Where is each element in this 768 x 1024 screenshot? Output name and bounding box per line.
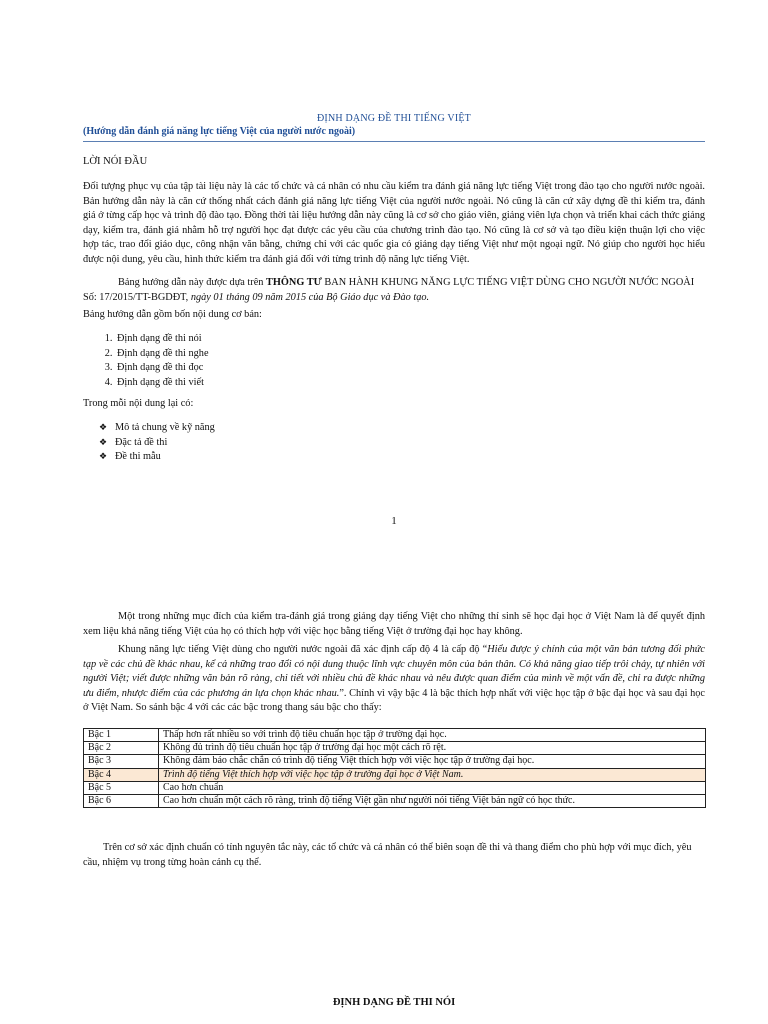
- table-row: [84, 729, 706, 742]
- level-cell: Bậc 5: [84, 781, 159, 794]
- list-item: 1. Định dạng đề thi nói: [115, 332, 737, 347]
- table-row: [84, 742, 706, 755]
- framework-paragraph: Khung năng lực tiếng Việt dùng cho người nước ngoài đã xác định cấp độ 4 là cấp độ “Hiểu được ý chính của một văn bản tương đối phức tạp về các chủ đề khác nhau, kể cả những trao đổi có nội dung thuộc lĩnh vực chuyên môn của bản thân. Có khả năng giao tiếp trôi chảy, tự nhiên với người Việt; viết được những văn bản rõ ràng, chi tiết với nhiều chủ đề khác nhau và nêu được quan điểm của mình về một vấn đề, chỉ ra được những ưu điểm, nhược điểm của các phương án lựa chọn khác nhau.”. Chính vì vậy bậc 4 là bậc thích hợp nhất với việc học tập ở bậc đại học và sau đại học ở Việt Nam. So sánh bậc 4 với các các bậc trong thang sáu bậc cho thấy:: [83, 644, 705, 714]
- desc-cell: Trình độ tiếng Việt thích hợp với việc học tập ở trường đại học ở Việt Nam.: [159, 768, 706, 781]
- level-cell: Bậc 4: [84, 768, 159, 781]
- list-item: ❖ Mô tả chung về kỹ năng: [99, 422, 215, 433]
- title-underline: [83, 141, 705, 142]
- preface-heading: LỜI NÓI ĐẦU: [83, 156, 148, 167]
- desc-cell: Không đảm bảo chắc chắn có trình độ tiếng Việt thích hợp với việc học tập ở trường đại học.: [159, 755, 706, 768]
- each-intro: Trong mỗi nội dung lại có:: [83, 398, 194, 409]
- level-cell: Bậc 2: [84, 742, 159, 755]
- list-item: 4. Định dạng đề thi viết: [115, 376, 737, 391]
- table-row: [84, 794, 706, 807]
- document-title: ĐỊNH DẠNG ĐỀ THI TIẾNG VIỆT: [317, 113, 471, 124]
- diamond-bullet-icon: ❖: [99, 436, 108, 447]
- level-cell: Bậc 3: [84, 755, 159, 768]
- desc-cell: Thấp hơn rất nhiều so với trình độ tiêu chuẩn học tập ở trường đại học.: [159, 729, 706, 742]
- conclusion-paragraph: Trên cơ sở xác định chuẩn có tính nguyên tắc này, các tổ chức và cá nhân có thể biên soạn đề thi và thang điểm cho phù hợp với mục đích, yêu cầu, nhiệm vụ trong từng hoàn cảnh cụ thể.: [83, 842, 692, 868]
- basis-circular: THÔNG TƯ: [266, 277, 322, 288]
- levels-table: [83, 728, 706, 808]
- desc-cell: Cao hơn chuẩn một cách rõ ràng, trình độ tiếng Việt gần như người nói tiếng Việt bản ngữ có học thức.: [159, 794, 706, 807]
- table-row-highlighted: [84, 768, 706, 781]
- list-item: ❖ Đặc tả đề thi: [99, 436, 168, 448]
- table-row: [84, 755, 706, 768]
- purpose-paragraph: Một trong những mục đích của kiểm tra-đánh giá trong giảng dạy tiếng Việt cho những thí sinh sẽ học đại học ở Việt Nam là để quyết định xem liệu khả năng tiếng Việt của họ có thích hợp với việc học bằng tiếng Việt ở trường đại học hay không.: [83, 611, 705, 637]
- diamond-bullet-icon: ❖: [99, 451, 108, 462]
- basis-date: ngày 01 tháng 09 năm 2015 của Bộ Giáo dục và Đào tạo.: [190, 291, 430, 303]
- list-item: ❖ Đề thi mẫu: [99, 451, 161, 463]
- next-section-heading: ĐỊNH DẠNG ĐỀ THI NÓI: [332, 997, 456, 1008]
- diamond-bullet-icon: ❖: [99, 422, 108, 432]
- table-row: [84, 781, 706, 794]
- desc-cell: Không đủ trình độ tiêu chuẩn học tập ở trường đại học một cách rõ rệt.: [159, 742, 706, 755]
- basis-prefix: Bảng hướng dẫn này được dựa trên: [118, 277, 264, 288]
- document-subtitle: (Hướng dẫn đánh giá năng lực tiếng Việt của người nước ngoài): [83, 126, 356, 137]
- basis-mid: BAN HÀNH KHUNG NĂNG LỰC TIẾNG VIỆT DÙNG CHO NGƯỜI NƯỚC NGOÀI Số: 17/2015/TT-BGDĐT,: [83, 277, 695, 303]
- preface-paragraph: Đối tượng phục vụ của tập tài liệu này là các tổ chức và cá nhân có nhu cầu kiểm tra đánh giá năng lực tiếng Việt trong đào tạo cho người nước ngoài. Bản hướng dẫn này là căn cứ thống nhất cách đánh giá năng lực tiếng Việt của người nước ngoài. Nó cũng là căn cứ xây dựng đề thi kiểm tra, đánh giá ở từng cấp học và trình độ đào tạo. Đồng thời tài liệu hướng dẫn này cũng là cơ sở cho giáo viên, giảng viên lựa chọn và triển khai cách thức giảng dạy, kiểm tra, đánh giá nhằm hỗ trợ người học đạt được các yêu cầu của chương trình đào tạo. Nó cũng là cơ sở và tạo điều kiện thuận lợi cho việc hợp tác, trao đổi giáo dục, công nhận văn bằng, chứng chỉ với các quốc gia có giảng dạy tiếng Việt như một ngoại ngữ. Nó giúp cho người học hiểu được nội dung, yêu cầu, hình thức kiểm tra đánh giá đối với từng trình độ năng lực tiếng Việt.: [83, 181, 705, 266]
- list-item: 3. Định dạng đề thi đọc: [115, 361, 737, 376]
- level-cell: Bậc 1: [84, 729, 159, 742]
- level-cell: Bậc 6: [84, 794, 159, 807]
- page-number: 1: [391, 515, 397, 527]
- contents-intro: Bảng hướng dẫn gồm bốn nội dung cơ bản:: [83, 309, 262, 320]
- list-item: 2. Định dạng đề thi nghe: [115, 347, 737, 362]
- basis-paragraph: [83, 276, 705, 305]
- level4-quote: Hiểu được ý chính của một văn bản tương đối phức tạp về các chủ đề khác nhau, kể cả những trao đổi có nội dung thuộc lĩnh vực chuyên môn của bản thân. Có khả năng giao tiếp trôi chảy, tự nhiên với người Việt; viết được những văn bản rõ ràng, chi tiết với nhiều chủ đề khác nhau và nêu được quan điểm của mình về một vấn đề, chỉ ra được những ưu điểm, nhược điểm của các phương án lựa chọn khác nhau.: [83, 644, 705, 699]
- contents-list: [83, 332, 737, 390]
- each-list: [83, 421, 721, 465]
- desc-cell: Cao hơn chuẩn: [159, 781, 706, 794]
